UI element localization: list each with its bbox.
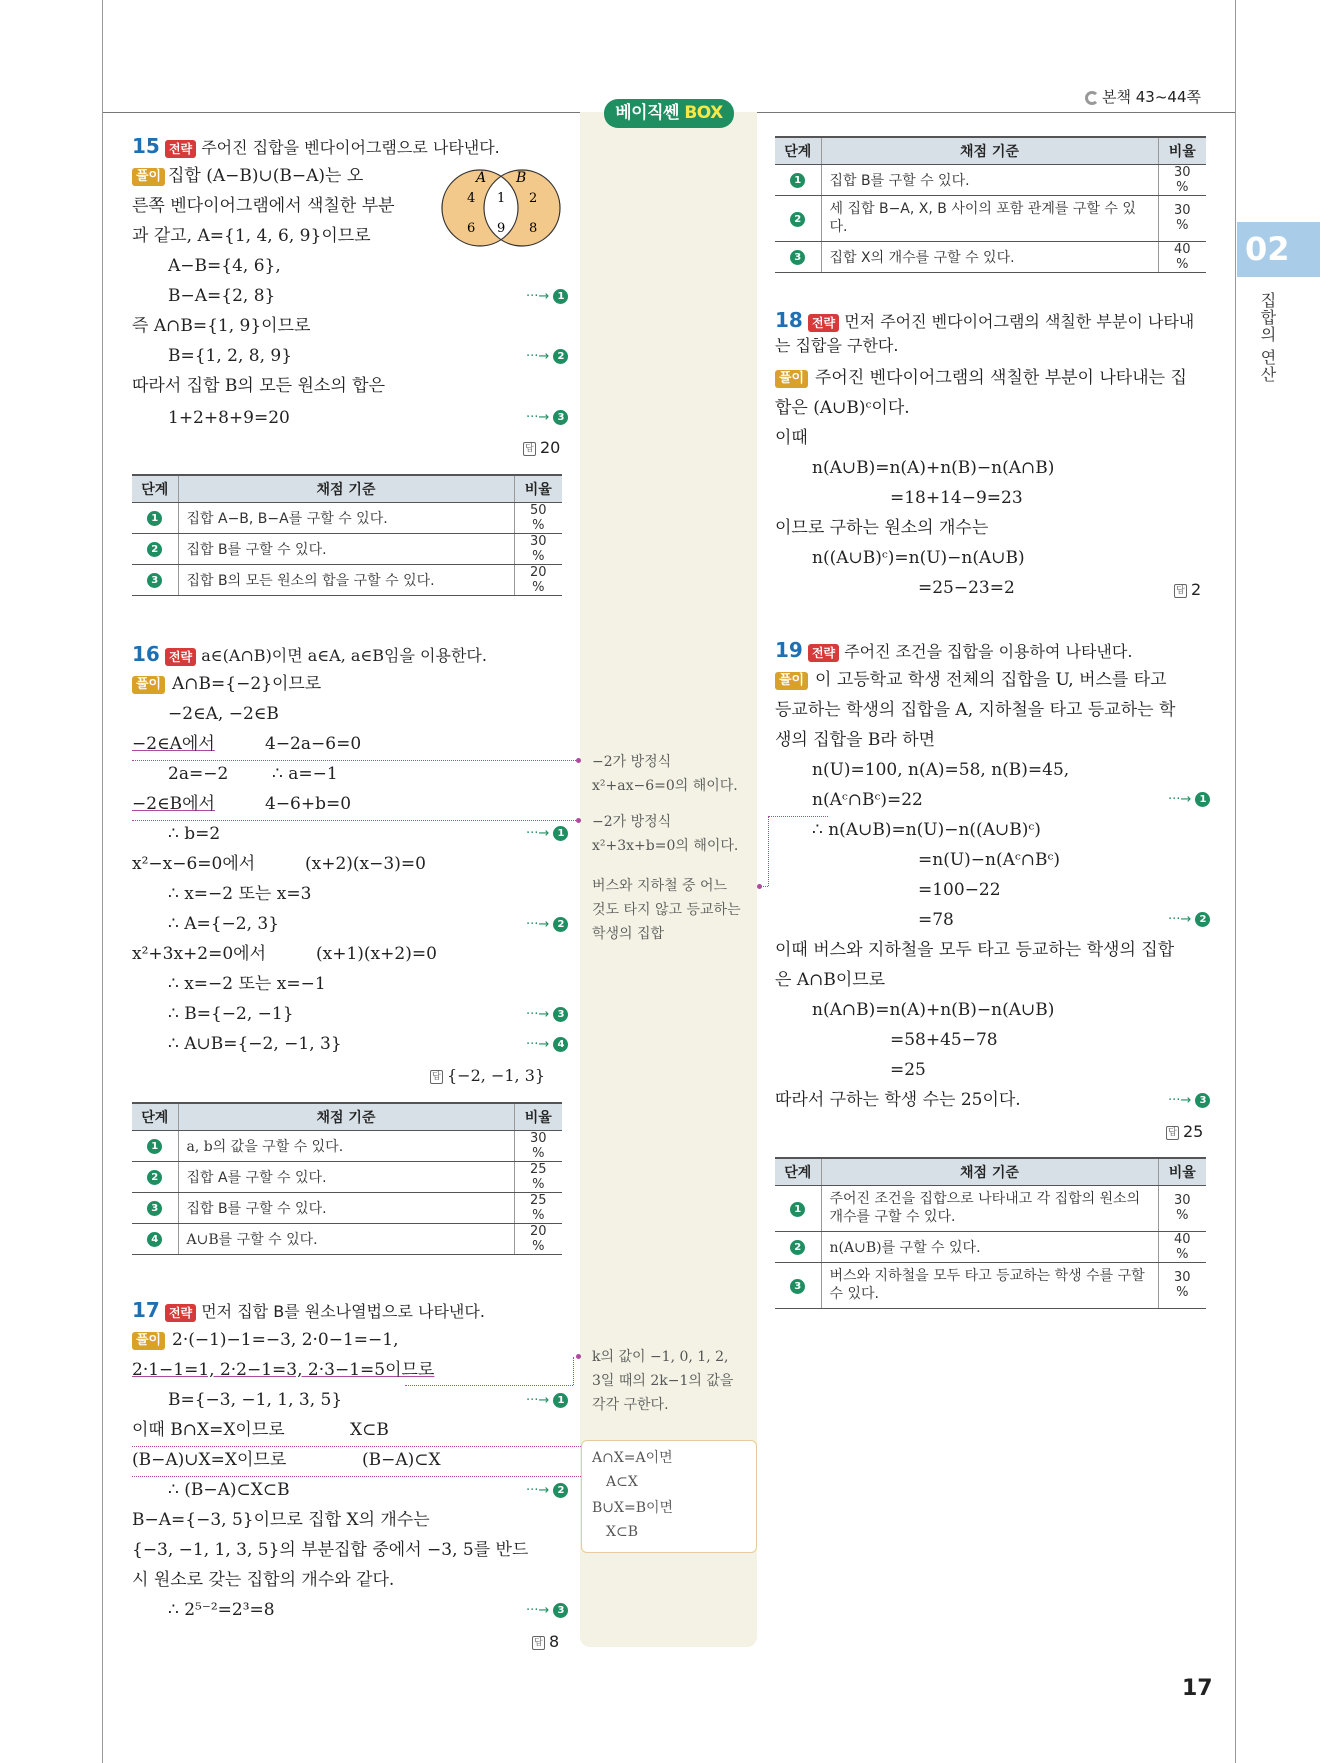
q16-answer: 답 {−2, −1, 3} — [430, 1066, 545, 1085]
step-marker-4: ···→ 4 — [526, 1037, 568, 1052]
table-row: 1 주어진 조건을 집합으로 나타내고 각 집합의 원소의 개수를 구할 수 있다. 30 % — [775, 1185, 1206, 1231]
q15-line: 집합 (A−B)∪(B−A)는 오 — [168, 166, 364, 186]
q17-answer: 답 8 — [532, 1632, 559, 1651]
connector-line — [768, 816, 769, 886]
q19-line: =n(U)−n(Aᶜ∩Bᶜ) — [918, 850, 1061, 870]
strategy-tag: 전략 — [165, 1304, 196, 1322]
q17-line: ∴ 2⁵⁻²=2³=8 — [168, 1600, 275, 1620]
side-note: 버스와 지하철 중 어느 — [592, 878, 728, 894]
step-marker-3: ···→ 3 — [526, 410, 568, 425]
answer-box-icon: 답 — [523, 442, 536, 456]
q17-line: (B−A)⊂X — [362, 1450, 441, 1470]
connector-dot — [576, 818, 581, 823]
q19-line: 따라서 구하는 학생 수는 25이다. — [775, 1090, 1021, 1110]
page-number: 17 — [1182, 1676, 1213, 1701]
tip-line: B∪X=B이면 — [592, 1500, 674, 1516]
side-note: k의 값이 −1, 0, 1, 2, — [592, 1349, 729, 1365]
q15-line: 즉 A∩B={1, 9}이므로 — [132, 316, 311, 336]
q15-header — [132, 134, 500, 158]
q17-line: {−3, −1, 1, 3, 5}의 부분집합 중에서 −3, 5를 반드 — [132, 1540, 529, 1560]
solution-tag: 풀이 — [132, 1330, 165, 1350]
connector-dot — [576, 1354, 581, 1359]
chapter-title: 집합의 연산 — [1258, 292, 1277, 384]
step-marker-1: ···→ 1 — [526, 1393, 568, 1408]
table-row: 2 세 집합 B−A, X, B 사이의 포함 관계를 구할 수 있다. 30 % — [775, 195, 1206, 241]
q16-line: −2∈A에서 — [132, 734, 215, 754]
venn-value: 2 — [529, 191, 538, 206]
side-note: −2가 방정식 — [592, 754, 672, 770]
venn-value: 8 — [529, 221, 538, 236]
table-row: 1 a, b의 값을 구할 수 있다. 30 % — [132, 1130, 562, 1161]
venn-value: 6 — [467, 221, 476, 236]
step-marker-3: ···→ 3 — [526, 1603, 568, 1618]
question-number: 16 — [132, 642, 160, 666]
step-marker-1: ···→ 1 — [1168, 792, 1210, 807]
q19-line: n(A∩B)=n(A)+n(B)−n(A∪B) — [812, 1000, 1055, 1020]
strategy-tag: 전략 — [808, 314, 839, 332]
q17-line: 시 원소로 갖는 집합의 개수와 같다. — [132, 1570, 395, 1590]
q16-line: ∴ A∪B={−2, −1, 3} — [168, 1034, 342, 1054]
table-row: 3 집합 X의 개수를 구할 수 있다. 40 % — [775, 241, 1206, 272]
strategy-text: 먼저 집합 B를 원소나열법으로 나타낸다. — [201, 1302, 485, 1321]
step-marker-1: ···→ 1 — [526, 289, 568, 304]
q19-line: 이때 버스와 지하철을 모두 타고 등교하는 학생의 집합 — [775, 940, 1175, 960]
q19-line: =100−22 — [918, 880, 1001, 900]
q16-line: ∴ B={−2, −1} — [168, 1004, 294, 1024]
q18-line: 이므로 구하는 원소의 개수는 — [775, 518, 989, 538]
q16-line: ∴ A={−2, 3} — [168, 914, 280, 934]
q16-line: −2∈A, −2∈B — [168, 704, 279, 724]
question-number: 17 — [132, 1298, 160, 1322]
table-row: 2 n(A∪B)를 구할 수 있다. 40 % — [775, 1231, 1206, 1262]
q16-line: −2∈B에서 — [132, 794, 215, 814]
table-row: 2 집합 A를 구할 수 있다. 25 % — [132, 1161, 562, 1192]
strategy-text: 는 집합을 구한다. — [775, 336, 899, 355]
side-note: 3일 때의 2k−1의 값을 — [592, 1373, 734, 1389]
q17-line: 2·(−1)−1=−3, 2·0−1=−1, — [172, 1330, 399, 1350]
q18-line: n(A∪B)=n(A)+n(B)−n(A∩B) — [812, 458, 1055, 478]
side-note: 것도 타지 않고 등교하는 — [592, 902, 741, 918]
q18-line: =18+14−9=23 — [890, 488, 1023, 508]
table-row: 1 집합 A−B, B−A를 구할 수 있다. 50 % — [132, 502, 562, 533]
right-margin-line — [1235, 0, 1236, 1763]
solution-tag: 풀이 — [775, 368, 808, 388]
answer-box-icon: 답 — [1166, 1126, 1179, 1140]
q16-header — [132, 642, 487, 666]
tip-line: A⊂X — [606, 1474, 638, 1490]
strategy-tag: 전략 — [165, 648, 196, 666]
q17-line: B={−3, −1, 1, 3, 5} — [168, 1390, 343, 1410]
connector-line — [573, 1357, 574, 1385]
q15-line: B−A={2, 8} — [168, 286, 276, 306]
step-marker-2: ···→ 2 — [526, 349, 568, 364]
q19-line: 은 A∩B이므로 — [775, 970, 886, 990]
q16-line: 4−6+b=0 — [265, 794, 352, 814]
refresh-icon — [1085, 91, 1099, 105]
q17-line: 2·1−1=1, 2·2−1=3, 2·3−1=5이므로 — [132, 1360, 435, 1380]
q16-line: (x+1)(x+2)=0 — [316, 944, 437, 964]
q18-header — [775, 308, 1194, 332]
side-note: 각각 구한다. — [592, 1397, 669, 1413]
side-note: −2가 방정식 — [592, 814, 672, 830]
q15-line: A−B={4, 6}, — [168, 256, 281, 276]
q16-line: A∩B={−2}이므로 — [172, 674, 322, 694]
connector-line — [132, 1446, 581, 1447]
q19-line: =78 — [918, 910, 954, 930]
tip-line: X⊂B — [606, 1524, 638, 1540]
q15-answer: 답 20 — [523, 438, 560, 457]
q15-line: 과 같고, A={1, 4, 6, 9}이므로 — [132, 226, 371, 246]
venn-value: 4 — [467, 191, 476, 206]
q15-line: B={1, 2, 8, 9} — [168, 346, 293, 366]
question-number: 19 — [775, 638, 803, 662]
q18-line: 주어진 벤다이어그램의 색칠한 부분이 나타내는 집 — [815, 368, 1187, 388]
connector-line — [760, 886, 768, 887]
q19-line: ∴ n(A∪B)=n(U)−n((A∪B)ᶜ) — [812, 820, 1041, 840]
basic-box-tab: 베이직쎈 BOX — [604, 99, 734, 128]
step-marker-2: ···→ 2 — [526, 917, 568, 932]
table-row: 4 A∪B를 구할 수 있다. 20 % — [132, 1223, 562, 1254]
left-margin-line — [102, 0, 103, 1763]
q18-line: 합은 (A∪B)ᶜ이다. — [775, 398, 910, 418]
question-number: 18 — [775, 308, 803, 332]
solution-tag: 풀이 — [775, 670, 808, 690]
q18-answer: 답 2 — [1174, 580, 1201, 599]
step-marker-2: ···→ 2 — [526, 1483, 568, 1498]
q18-line: =25−23=2 — [918, 578, 1015, 598]
side-note: x²+3x+b=0의 해이다. — [592, 838, 739, 854]
q16-line: (x+2)(x−3)=0 — [305, 854, 426, 874]
q19-line: 등교하는 학생의 집합을 A, 지하철을 타고 등교하는 학 — [775, 700, 1176, 720]
question-number: 15 — [132, 134, 160, 158]
solution-tag: 풀이 — [132, 674, 165, 694]
q19-grading-table: 단계 채점 기준 비율 1 주어진 조건을 집합으로 나타내고 각 집합의 원소의 개수를 구할 수 있다. 30 % 2 n(A∪B)를 구할 수 있다. 40 % 3 버스와 지하철을 모두 타고 등교하는 학생 수를 구할 수 있다. 30 % — [775, 1157, 1206, 1309]
q16-line: ∴ a=−1 — [272, 764, 338, 784]
q17-header — [132, 1298, 485, 1322]
table-row: 3 집합 B를 구할 수 있다. 25 % — [132, 1192, 562, 1223]
table-row: 3 버스와 지하철을 모두 타고 등교하는 학생 수를 구할 수 있다. 30 % — [775, 1262, 1206, 1308]
solution-tag: 풀이 — [132, 166, 165, 186]
side-note: 학생의 집합 — [592, 926, 665, 942]
table-row: 2 집합 B를 구할 수 있다. 30 % — [132, 533, 562, 564]
q19-line: =58+45−78 — [890, 1030, 998, 1050]
q15-line: 른쪽 벤다이어그램에서 색칠한 부분 — [132, 196, 395, 216]
chapter-tab[interactable]: 02 — [1237, 222, 1320, 277]
answer-box-icon: 답 — [1174, 584, 1187, 598]
q19-line: n(Aᶜ∩Bᶜ)=22 — [812, 790, 923, 810]
strategy-tag: 전략 — [808, 644, 839, 662]
strategy-text: a∈(A∩B)이면 a∈A, a∈B임을 이용한다. — [201, 646, 487, 665]
strategy-tag: 전략 — [165, 140, 196, 158]
q17-line: ∴ (B−A)⊂X⊂B — [168, 1480, 290, 1500]
strategy-text: 먼저 주어진 벤다이어그램의 색칠한 부분이 나타내 — [844, 312, 1195, 331]
q19-line: =25 — [890, 1060, 926, 1080]
connector-line — [405, 1385, 573, 1386]
step-marker-2: ···→ 2 — [1168, 912, 1210, 927]
connector-line — [768, 816, 828, 817]
venn-diagram — [436, 162, 566, 256]
q17-line: (B−A)∪X=X이므로 — [132, 1450, 287, 1470]
table-row: 3 집합 B의 모든 원소의 합을 구할 수 있다. 20 % — [132, 564, 562, 595]
venn-value: 9 — [497, 221, 506, 236]
side-note: x²+ax−6=0의 해이다. — [592, 778, 738, 794]
q16-line: 4−2a−6=0 — [265, 734, 362, 754]
q19-answer: 답 25 — [1166, 1122, 1203, 1141]
q19-line: 생의 집합을 B라 하면 — [775, 730, 936, 750]
q16-grading-table: 단계 채점 기준 비율 1 a, b의 값을 구할 수 있다. 30 % 2 집합 A를 구할 수 있다. 25 % 3 집합 B를 구할 수 있다. 25 % 4 A∪B를 구할 수 있다. 20 % — [132, 1102, 562, 1255]
q19-line: n(U)=100, n(A)=58, n(B)=45, — [812, 760, 1070, 780]
q17-line: B−A={−3, 5}이므로 집합 X의 개수는 — [132, 1510, 430, 1530]
table-row: 1 집합 B를 구할 수 있다. 30 % — [775, 164, 1206, 195]
q16-line: ∴ b=2 — [168, 824, 221, 844]
q16-line: 2a=−2 — [168, 764, 229, 784]
answer-box-icon: 답 — [430, 1070, 443, 1084]
q16-line: x²+3x+2=0에서 — [132, 944, 267, 964]
connector-line — [132, 1476, 581, 1477]
q17-grading-table: 단계 채점 기준 비율 1 집합 B를 구할 수 있다. 30 % 2 세 집합 B−A, X, B 사이의 포함 관계를 구할 수 있다. 30 % 3 집합 X의 개수를 구할 수 있다. 40 % — [775, 136, 1206, 273]
q19-line: 이 고등학교 학생 전체의 집합을 U, 버스를 타고 — [815, 670, 1167, 690]
answer-box-icon: 답 — [532, 1636, 545, 1650]
q16-line: x²−x−6=0에서 — [132, 854, 256, 874]
connector-line — [132, 760, 580, 761]
q16-line: ∴ x=−2 또는 x=3 — [168, 884, 312, 904]
venn-label-a: A — [476, 170, 487, 186]
q15-grading-table: 단계 채점 기준 비율 1 집합 A−B, B−A를 구할 수 있다. 50 % 2 집합 B를 구할 수 있다. 30 % 3 집합 B의 모든 원소의 합을 구할 수 있다. 20 % — [132, 474, 562, 596]
tip-line: A∩X=A이면 — [592, 1450, 673, 1466]
q17-line: 이때 B∩X=X이므로 — [132, 1420, 285, 1440]
q18-line: n((A∪B)ᶜ)=n(U)−n(A∪B) — [812, 548, 1025, 568]
q17-line: X⊂B — [350, 1420, 389, 1440]
q15-line: 1+2+8+9=20 — [168, 408, 290, 428]
q16-line: ∴ x=−2 또는 x=−1 — [168, 974, 326, 994]
page-reference: 본책 43~44쪽 — [1085, 86, 1201, 107]
strategy-text: 주어진 집합을 벤다이어그램으로 나타낸다. — [201, 138, 500, 157]
q19-header — [775, 638, 1132, 662]
venn-value: 1 — [497, 191, 506, 206]
venn-label-b: B — [516, 170, 527, 186]
strategy-text: 주어진 조건을 집합을 이용하여 나타낸다. — [844, 642, 1133, 661]
q15-line: 따라서 집합 B의 모든 원소의 합은 — [132, 376, 385, 396]
step-marker-3: ···→ 3 — [1168, 1093, 1210, 1108]
connector-dot — [576, 758, 581, 763]
connector-line — [132, 820, 580, 821]
q18-line: 이때 — [775, 428, 808, 448]
step-marker-3: ···→ 3 — [526, 1007, 568, 1022]
step-marker-1: ···→ 1 — [526, 826, 568, 841]
